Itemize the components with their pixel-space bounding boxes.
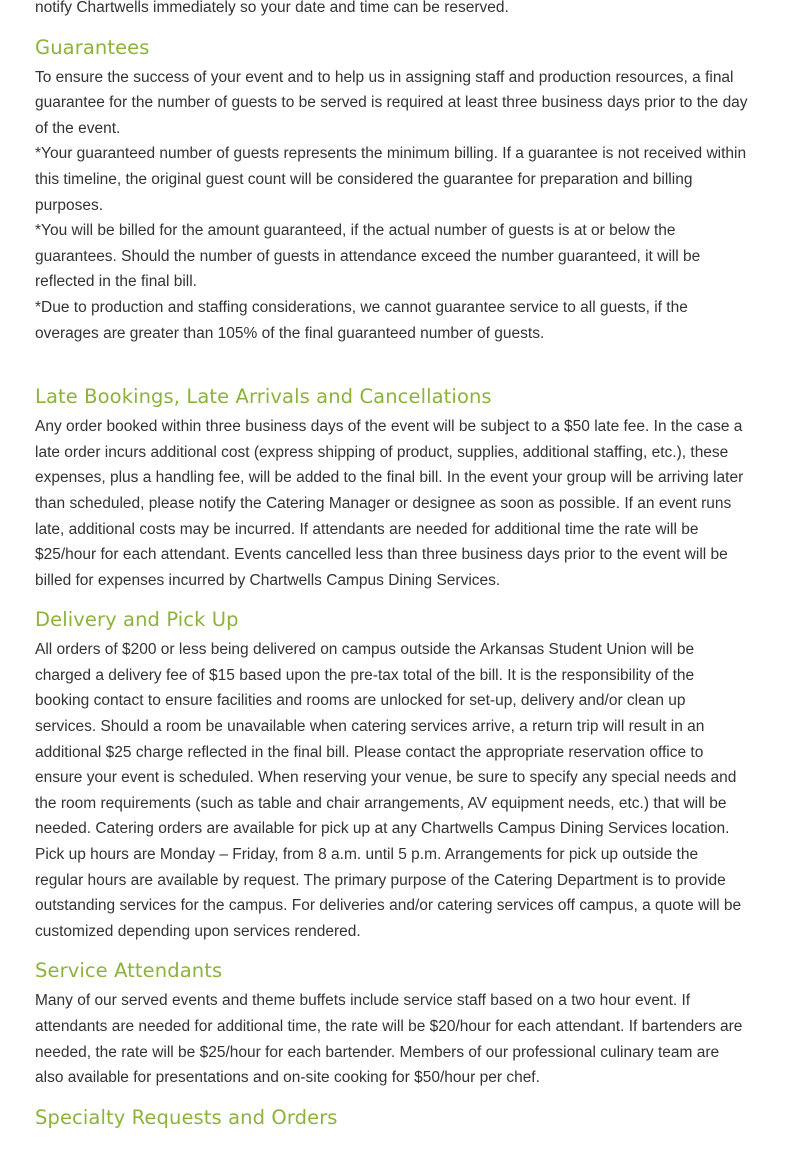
specialty-requests-heading: Specialty Requests and Orders [35,1105,338,1129]
delivery-heading: Delivery and Pick Up [35,608,239,632]
specialty-requests-section [35,1105,750,1131]
service-attendants-section [35,958,750,1090]
intro-tail-paragraph: notify Chartwells immediately so your date and time can be reserved. [35,0,509,16]
guarantees-heading: Guarantees [35,35,150,59]
service-attendants-heading: Service Attendants [35,959,223,983]
guarantees-paragraph: *Your guaranteed number of guests represents the minimum billing. If a guarantee is not received within this timeline, the original guest count will be considered the guarantee for preparation and billing purposes. [35,145,747,214]
late-bookings-heading: Late Bookings, Late Arrivals and Cancellations [35,385,492,409]
late-bookings-section [35,384,750,593]
guarantees-paragraph: *You will be billed for the amount guaranteed, if the actual number of guests is at or below the guarantees. Should the number of guests in attendance exceed the number guaranteed, it will be reflected in the final bill. [35,222,701,291]
delivery-paragraph: All orders of $200 or less being delivered on campus outside the Arkansas Student Union will be charged a delivery fee of $15 based upon the pre-tax total of the bill. It is the responsibility of the booking contact to ensure facilities and rooms are unlocked for set-up, delivery and/or clean up services. Should a room be unavailable when catering services arrive, a return trip will result in an additional $25 charge reflected in the final bill. Please contact the appropriate reservation office to ensure your event is scheduled. When reserving your venue, be sure to specify any special needs and the room requirements (such as table and chair arrangements, AV equipment needs, etc.) that will be needed. Catering orders are available for pick up at any Chartwells Campus Dining Services location. Pick up hours are Monday – Friday, from 8 a.m. until 5 p.m. Arrangements for pick up outside the regular hours are available by request. The primary purpose of the Catering Department is to provide outstanding services for the campus. For deliveries and/or catering services off campus, a quote will be customized depending upon services rendered. [35,641,742,940]
guarantees-section [35,35,750,347]
guarantees-paragraph: *Due to production and staffing considerations, we cannot guarantee service to all guests, if the overages are greater than 105% of the final guaranteed number of guests. [35,298,688,342]
guarantees-paragraph: To ensure the success of your event and to help us in assigning staff and production resources, a final guarantee for the number of guests to be served is required at least three business days prior to the day of the event. [35,68,748,137]
service-attendants-paragraph: Many of our served events and theme buffets include service staff based on a two hour event. If attendants are needed for additional time, the rate will be $20/hour for each attendant. If bartenders are needed, the rate will be $25/hour for each bartender. Members of our professional culinary team are also available for presentations and on-site cooking for $50/hour per chef. [35,992,743,1087]
late-bookings-paragraph: Any order booked within three business days of the event will be subject to a $50 late fee. In the case a late order incurs additional cost (express shipping of product, supplies, additional staffing, etc.), these expenses, plus a handling fee, will be added to the final bill. In the event your group will be arriving later than scheduled, please notify the Catering Manager or designee as soon as possible. If an event runs late, additional costs may be incurred. If attendants are needed for additional time the rate will be $25/hour for each attendant. Events cancelled less than three business days prior to the event will be billed for expenses incurred by Chartwells Campus Dining Services. [35,418,744,589]
delivery-section [35,607,750,944]
